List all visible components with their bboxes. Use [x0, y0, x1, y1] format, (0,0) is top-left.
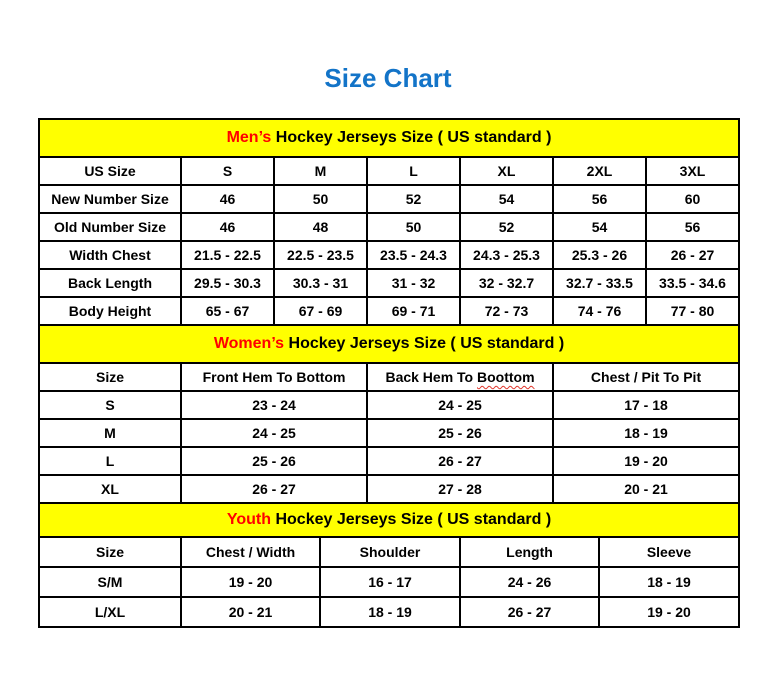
row-label: XL [39, 475, 181, 503]
youth-section-band [39, 503, 739, 537]
size-cell: 30.3 - 31 [274, 269, 367, 297]
column-header: 3XL [646, 157, 739, 185]
womens-section-title-rest: Hockey Jerseys Size ( US standard ) [284, 335, 565, 352]
size-cell: 18 - 19 [599, 567, 739, 597]
column-header: US Size [39, 157, 181, 185]
column-header: Front Hem To Bottom [181, 363, 367, 391]
column-header: L [367, 157, 460, 185]
column-header: S [181, 157, 274, 185]
size-cell: 24 - 25 [367, 391, 553, 419]
size-cell: 46 [181, 185, 274, 213]
table-row [39, 597, 739, 627]
column-header: Size [39, 537, 181, 567]
size-cell: 52 [367, 185, 460, 213]
table-row [39, 447, 739, 475]
size-cell: 16 - 17 [320, 567, 460, 597]
youth-section-title-rest: Hockey Jerseys Size ( US standard ) [271, 511, 552, 528]
size-cell: 19 - 20 [599, 597, 739, 627]
size-cell: 20 - 21 [181, 597, 320, 627]
size-cell: 29.5 - 30.3 [181, 269, 274, 297]
youth-header-row [39, 537, 739, 567]
size-cell: 26 - 27 [367, 447, 553, 475]
row-label: S [39, 391, 181, 419]
size-cell: 50 [274, 185, 367, 213]
size-cell: 17 - 18 [553, 391, 739, 419]
column-header: Shoulder [320, 537, 460, 567]
spellcheck-squiggle-word: Boottom [477, 369, 535, 385]
size-cell: 20 - 21 [553, 475, 739, 503]
size-cell: 56 [646, 213, 739, 241]
youth-section-title [39, 503, 739, 537]
size-cell: 54 [460, 185, 553, 213]
table-row [39, 297, 739, 325]
column-header: 2XL [553, 157, 646, 185]
table-row [39, 269, 739, 297]
size-cell: 31 - 32 [367, 269, 460, 297]
womens-header-row [39, 363, 739, 391]
row-label: M [39, 419, 181, 447]
size-cell: 72 - 73 [460, 297, 553, 325]
mens-header-row [39, 157, 739, 185]
size-cell: 19 - 20 [181, 567, 320, 597]
size-cell: 26 - 27 [646, 241, 739, 269]
size-cell: 60 [646, 185, 739, 213]
size-cell: 74 - 76 [553, 297, 646, 325]
mens-section-title [39, 119, 739, 157]
row-label: Width Chest [39, 241, 181, 269]
row-label: Old Number Size [39, 213, 181, 241]
table-row [39, 185, 739, 213]
column-header: Sleeve [599, 537, 739, 567]
column-header: Chest / Width [181, 537, 320, 567]
row-label: Body Height [39, 297, 181, 325]
size-cell: 24 - 25 [181, 419, 367, 447]
row-label: L/XL [39, 597, 181, 627]
size-cell: 25.3 - 26 [553, 241, 646, 269]
size-cell: 18 - 19 [320, 597, 460, 627]
table-row [39, 475, 739, 503]
size-cell: 23 - 24 [181, 391, 367, 419]
column-header: M [274, 157, 367, 185]
table-row [39, 241, 739, 269]
column-header: Length [460, 537, 599, 567]
mens-section-title-rest: Hockey Jerseys Size ( US standard ) [271, 129, 552, 146]
size-cell: 25 - 26 [367, 419, 553, 447]
size-chart-tables [38, 118, 738, 628]
size-cell: 25 - 26 [181, 447, 367, 475]
table-row [39, 567, 739, 597]
size-cell: 26 - 27 [460, 597, 599, 627]
page-title: Size Chart [324, 63, 452, 93]
womens-size-table [38, 324, 740, 504]
size-cell: 24.3 - 25.3 [460, 241, 553, 269]
column-header-misspelled [367, 363, 553, 391]
column-header: Chest / Pit To Pit [553, 363, 739, 391]
size-cell: 24 - 26 [460, 567, 599, 597]
size-cell: 33.5 - 34.6 [646, 269, 739, 297]
size-cell: 46 [181, 213, 274, 241]
row-label: S/M [39, 567, 181, 597]
back-hem-prefix: Back Hem To [385, 369, 477, 385]
size-cell: 32.7 - 33.5 [553, 269, 646, 297]
size-cell: 50 [367, 213, 460, 241]
womens-section-band [39, 325, 739, 363]
womens-section-title [39, 325, 739, 363]
size-cell: 56 [553, 185, 646, 213]
table-row [39, 213, 739, 241]
row-label: Back Length [39, 269, 181, 297]
mens-size-table [38, 118, 740, 326]
row-label: New Number Size [39, 185, 181, 213]
table-row [39, 419, 739, 447]
size-cell: 21.5 - 22.5 [181, 241, 274, 269]
size-cell: 27 - 28 [367, 475, 553, 503]
size-cell: 22.5 - 23.5 [274, 241, 367, 269]
size-cell: 26 - 27 [181, 475, 367, 503]
size-cell: 65 - 67 [181, 297, 274, 325]
table-row [39, 391, 739, 419]
size-cell: 48 [274, 213, 367, 241]
size-cell: 77 - 80 [646, 297, 739, 325]
size-cell: 54 [553, 213, 646, 241]
size-cell: 32 - 32.7 [460, 269, 553, 297]
row-label: L [39, 447, 181, 475]
mens-section-band [39, 119, 739, 157]
mens-section-title-highlight: Men’s [226, 129, 272, 146]
size-cell: 18 - 19 [553, 419, 739, 447]
column-header: XL [460, 157, 553, 185]
size-cell: 69 - 71 [367, 297, 460, 325]
womens-section-title-highlight: Women’s [213, 335, 285, 352]
size-cell: 19 - 20 [553, 447, 739, 475]
size-cell: 23.5 - 24.3 [367, 241, 460, 269]
size-cell: 67 - 69 [274, 297, 367, 325]
size-cell: 52 [460, 213, 553, 241]
youth-size-table [38, 502, 740, 628]
column-header: Size [39, 363, 181, 391]
youth-section-title-highlight: Youth [226, 511, 272, 528]
